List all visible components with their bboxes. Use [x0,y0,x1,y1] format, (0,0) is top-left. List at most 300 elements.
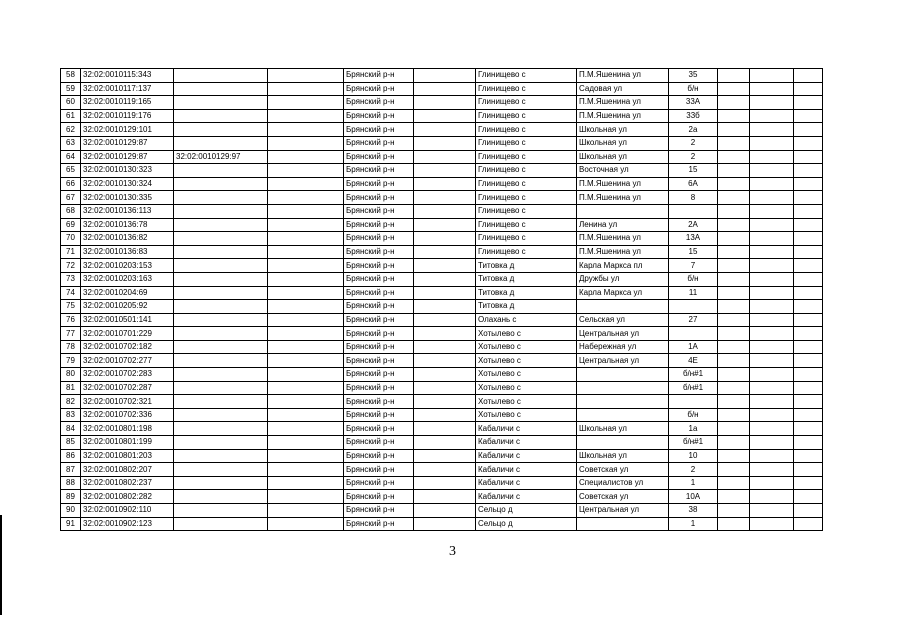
street-cell: П.М.Яшенина ул [577,232,669,246]
empty-cell [718,300,750,314]
district-cell: Брянский р-н [344,69,414,83]
cadastral-number-cell: 32:02:0010802:282 [81,490,174,504]
previous-number-cell [174,395,268,409]
cadastral-number-cell: 32:02:0010136:82 [81,232,174,246]
cadastral-number-cell: 32:02:0010702:336 [81,408,174,422]
previous-number-cell [174,136,268,150]
empty-cell [750,177,794,191]
house-number-cell: б/н [669,272,718,286]
empty-cell [414,422,476,436]
previous-number-cell [174,449,268,463]
empty-cell [750,368,794,382]
empty-cell [414,327,476,341]
table-row [61,313,823,327]
empty-cell [718,504,750,518]
empty-cell [268,136,344,150]
empty-cell [718,123,750,137]
empty-cell [718,218,750,232]
street-cell: Школьная ул [577,150,669,164]
empty-cell [750,381,794,395]
empty-cell [794,327,823,341]
house-number-cell: 2 [669,136,718,150]
locality-cell: Титовка д [476,300,577,314]
house-number-cell [669,300,718,314]
empty-cell [268,368,344,382]
table-row [61,191,823,205]
row-number-cell: 86 [61,449,81,463]
street-cell: Набережная ул [577,340,669,354]
empty-cell [268,150,344,164]
empty-cell [718,232,750,246]
cadastral-number-cell: 32:02:0010136:113 [81,204,174,218]
street-cell: П.М.Яшенина ул [577,69,669,83]
empty-cell [718,259,750,273]
locality-cell: Глинищево с [476,136,577,150]
row-number-cell: 60 [61,96,81,110]
table-row [61,204,823,218]
cadastral-number-cell: 32:02:0010203:163 [81,272,174,286]
table-row [61,272,823,286]
empty-cell [718,368,750,382]
table-row [61,436,823,450]
table-row [61,368,823,382]
street-cell [577,204,669,218]
locality-cell: Титовка д [476,286,577,300]
street-cell: Школьная ул [577,123,669,137]
house-number-cell: 8 [669,191,718,205]
empty-cell [794,177,823,191]
empty-cell [718,340,750,354]
empty-cell [414,136,476,150]
empty-cell [414,354,476,368]
cadastral-number-cell: 32:02:0010701:229 [81,327,174,341]
empty-cell [414,177,476,191]
empty-cell [268,463,344,477]
empty-cell [794,368,823,382]
empty-cell [414,381,476,395]
previous-number-cell [174,313,268,327]
house-number-cell: 1А [669,340,718,354]
empty-cell [718,272,750,286]
district-cell: Брянский р-н [344,476,414,490]
row-number-cell: 69 [61,218,81,232]
previous-number-cell [174,259,268,273]
row-number-cell: 88 [61,476,81,490]
district-cell: Брянский р-н [344,123,414,137]
empty-cell [414,436,476,450]
empty-cell [794,82,823,96]
previous-number-cell [174,177,268,191]
empty-cell [268,504,344,518]
empty-cell [794,313,823,327]
previous-number-cell [174,463,268,477]
house-number-cell: 33А [669,96,718,110]
empty-cell [268,164,344,178]
previous-number-cell [174,82,268,96]
table-row [61,177,823,191]
house-number-cell: 1 [669,476,718,490]
empty-cell [794,504,823,518]
locality-cell: Титовка д [476,272,577,286]
row-number-cell: 89 [61,490,81,504]
scan-edge-mark [0,515,2,615]
empty-cell [794,136,823,150]
cadastral-number-cell: 32:02:0010130:335 [81,191,174,205]
district-cell: Брянский р-н [344,259,414,273]
district-cell: Брянский р-н [344,300,414,314]
empty-cell [750,313,794,327]
street-cell [577,517,669,531]
empty-cell [414,340,476,354]
cadastral-number-cell: 32:02:0010136:78 [81,218,174,232]
locality-cell: Глинищево с [476,245,577,259]
empty-cell [794,463,823,477]
district-cell: Брянский р-н [344,463,414,477]
locality-cell: Титовка д [476,259,577,273]
previous-number-cell [174,164,268,178]
house-number-cell: 13А [669,232,718,246]
house-number-cell: 10 [669,449,718,463]
empty-cell [794,96,823,110]
row-number-cell: 59 [61,82,81,96]
cadastral-number-cell: 32:02:0010119:165 [81,96,174,110]
empty-cell [268,313,344,327]
empty-cell [794,69,823,83]
empty-cell [718,422,750,436]
empty-cell [718,177,750,191]
district-cell: Брянский р-н [344,313,414,327]
empty-cell [794,449,823,463]
cadastral-number-cell: 32:02:0010702:182 [81,340,174,354]
district-cell: Брянский р-н [344,395,414,409]
empty-cell [414,517,476,531]
house-number-cell: 1а [669,422,718,436]
row-number-cell: 64 [61,150,81,164]
locality-cell: Глинищево с [476,164,577,178]
previous-number-cell [174,232,268,246]
street-cell: П.М.Яшенина ул [577,177,669,191]
table-row [61,449,823,463]
house-number-cell: 33б [669,109,718,123]
empty-cell [718,517,750,531]
empty-cell [750,123,794,137]
empty-cell [794,517,823,531]
empty-cell [750,69,794,83]
street-cell: Советская ул [577,490,669,504]
empty-cell [750,109,794,123]
locality-cell: Глинищево с [476,96,577,110]
locality-cell: Хотылево с [476,327,577,341]
empty-cell [750,476,794,490]
locality-cell: Хотылево с [476,368,577,382]
cadastral-number-cell: 32:02:0010902:123 [81,517,174,531]
street-cell: Садовая ул [577,82,669,96]
previous-number-cell [174,123,268,137]
cadastral-number-cell: 32:02:0010802:207 [81,463,174,477]
table-row [61,164,823,178]
cadastral-number-cell: 32:02:0010801:199 [81,436,174,450]
empty-cell [794,476,823,490]
previous-number-cell [174,490,268,504]
house-number-cell: 2 [669,150,718,164]
table-row [61,463,823,477]
locality-cell: Сельцо д [476,504,577,518]
street-cell [577,381,669,395]
empty-cell [414,232,476,246]
empty-cell [414,449,476,463]
empty-cell [794,354,823,368]
empty-cell [414,69,476,83]
empty-cell [718,191,750,205]
cadastral-number-cell: 32:02:0010136:83 [81,245,174,259]
previous-number-cell [174,476,268,490]
district-cell: Брянский р-н [344,150,414,164]
house-number-cell: б/н#1 [669,436,718,450]
street-cell: Советская ул [577,463,669,477]
table-row [61,422,823,436]
table-row [61,286,823,300]
house-number-cell: 7 [669,259,718,273]
empty-cell [750,96,794,110]
row-number-cell: 72 [61,259,81,273]
row-number-cell: 91 [61,517,81,531]
row-number-cell: 83 [61,408,81,422]
previous-number-cell [174,300,268,314]
house-number-cell: 1 [669,517,718,531]
previous-number-cell [174,436,268,450]
cadastral-number-cell: 32:02:0010702:321 [81,395,174,409]
table-row [61,123,823,137]
previous-number-cell [174,96,268,110]
street-cell: Центральная ул [577,327,669,341]
table-row [61,96,823,110]
empty-cell [794,109,823,123]
cadastral-number-cell: 32:02:0010119:176 [81,109,174,123]
empty-cell [268,300,344,314]
row-number-cell: 74 [61,286,81,300]
district-cell: Брянский р-н [344,368,414,382]
empty-cell [750,463,794,477]
empty-cell [414,204,476,218]
empty-cell [718,449,750,463]
empty-cell [268,177,344,191]
table-row [61,340,823,354]
previous-number-cell [174,354,268,368]
locality-cell: Олахань с [476,313,577,327]
district-cell: Брянский р-н [344,449,414,463]
house-number-cell: 15 [669,245,718,259]
locality-cell: Глинищево с [476,191,577,205]
row-number-cell: 87 [61,463,81,477]
empty-cell [414,109,476,123]
street-cell [577,395,669,409]
locality-cell: Кабаличи с [476,490,577,504]
street-cell: Специалистов ул [577,476,669,490]
street-cell: П.М.Яшенина ул [577,109,669,123]
empty-cell [414,313,476,327]
cadastral-number-cell: 32:02:0010702:283 [81,368,174,382]
cadastral-number-cell: 32:02:0010501:141 [81,313,174,327]
empty-cell [750,136,794,150]
table-row [61,354,823,368]
row-number-cell: 63 [61,136,81,150]
empty-cell [794,150,823,164]
cadastral-number-cell: 32:02:0010115:343 [81,69,174,83]
empty-cell [414,259,476,273]
empty-cell [414,490,476,504]
empty-cell [268,245,344,259]
district-cell: Брянский р-н [344,232,414,246]
empty-cell [794,395,823,409]
house-number-cell: 2 [669,463,718,477]
cadastral-number-cell: 32:02:0010129:87 [81,136,174,150]
empty-cell [750,300,794,314]
cadastral-number-cell: 32:02:0010801:203 [81,449,174,463]
previous-number-cell [174,381,268,395]
cadastral-number-cell: 32:02:0010130:324 [81,177,174,191]
house-number-cell: 10А [669,490,718,504]
street-cell: Карла Маркса пл [577,259,669,273]
cadastral-number-cell: 32:02:0010902:110 [81,504,174,518]
street-cell: П.М.Яшенина ул [577,245,669,259]
locality-cell: Хотылево с [476,408,577,422]
empty-cell [268,340,344,354]
empty-cell [794,381,823,395]
street-cell: Восточная ул [577,164,669,178]
empty-cell [268,490,344,504]
empty-cell [414,272,476,286]
locality-cell: Хотылево с [476,381,577,395]
house-number-cell: б/н [669,408,718,422]
table-row [61,82,823,96]
empty-cell [718,96,750,110]
row-number-cell: 85 [61,436,81,450]
row-number-cell: 70 [61,232,81,246]
empty-cell [268,517,344,531]
table-row [61,395,823,409]
district-cell: Брянский р-н [344,82,414,96]
district-cell: Брянский р-н [344,245,414,259]
previous-number-cell [174,109,268,123]
row-number-cell: 76 [61,313,81,327]
previous-number-cell [174,408,268,422]
house-number-cell [669,395,718,409]
cadastral-number-cell: 32:02:0010204:69 [81,286,174,300]
table-row [61,476,823,490]
empty-cell [794,245,823,259]
district-cell: Брянский р-н [344,517,414,531]
empty-cell [414,191,476,205]
street-cell [577,300,669,314]
previous-number-cell [174,69,268,83]
district-cell: Брянский р-н [344,381,414,395]
empty-cell [750,204,794,218]
house-number-cell: 15 [669,164,718,178]
table-row [61,517,823,531]
table-row [61,245,823,259]
empty-cell [718,327,750,341]
cadastral-number-cell: 32:02:0010702:287 [81,381,174,395]
empty-cell [750,395,794,409]
district-cell: Брянский р-н [344,164,414,178]
house-number-cell: 4Е [669,354,718,368]
locality-cell: Кабаличи с [476,449,577,463]
district-cell: Брянский р-н [344,354,414,368]
empty-cell [414,96,476,110]
empty-cell [718,164,750,178]
empty-cell [750,436,794,450]
street-cell: Центральная ул [577,504,669,518]
empty-cell [718,381,750,395]
previous-number-cell [174,218,268,232]
house-number-cell: 2а [669,123,718,137]
row-number-cell: 79 [61,354,81,368]
empty-cell [794,232,823,246]
street-cell: Ленина ул [577,218,669,232]
street-cell: Центральная ул [577,354,669,368]
cadastral-number-cell: 32:02:0010702:277 [81,354,174,368]
empty-cell [268,96,344,110]
row-number-cell: 71 [61,245,81,259]
table-row [61,69,823,83]
empty-cell [794,422,823,436]
empty-cell [794,408,823,422]
cadastral-number-cell: 32:02:0010129:87 [81,150,174,164]
empty-cell [750,490,794,504]
district-cell: Брянский р-н [344,286,414,300]
previous-number-cell [174,327,268,341]
empty-cell [750,340,794,354]
row-number-cell: 90 [61,504,81,518]
street-cell: Карла Маркса ул [577,286,669,300]
house-number-cell [669,327,718,341]
previous-number-cell [174,368,268,382]
empty-cell [268,82,344,96]
previous-number-cell [174,286,268,300]
previous-number-cell [174,191,268,205]
empty-cell [268,109,344,123]
district-cell: Брянский р-н [344,109,414,123]
empty-cell [414,504,476,518]
row-number-cell: 77 [61,327,81,341]
empty-cell [268,408,344,422]
house-number-cell: 38 [669,504,718,518]
row-number-cell: 61 [61,109,81,123]
cadastral-number-cell: 32:02:0010205:92 [81,300,174,314]
empty-cell [268,422,344,436]
previous-number-cell [174,245,268,259]
empty-cell [718,245,750,259]
district-cell: Брянский р-н [344,490,414,504]
empty-cell [794,191,823,205]
empty-cell [414,286,476,300]
previous-number-cell [174,272,268,286]
empty-cell [268,123,344,137]
street-cell: Дружбы ул [577,272,669,286]
cadastral-number-cell: 32:02:0010130:323 [81,164,174,178]
empty-cell [718,204,750,218]
row-number-cell: 66 [61,177,81,191]
district-cell: Брянский р-н [344,436,414,450]
cadastral-number-cell: 32:02:0010802:237 [81,476,174,490]
empty-cell [750,517,794,531]
row-number-cell: 80 [61,368,81,382]
locality-cell: Глинищево с [476,123,577,137]
empty-cell [750,354,794,368]
empty-cell [268,191,344,205]
empty-cell [750,245,794,259]
empty-cell [750,82,794,96]
